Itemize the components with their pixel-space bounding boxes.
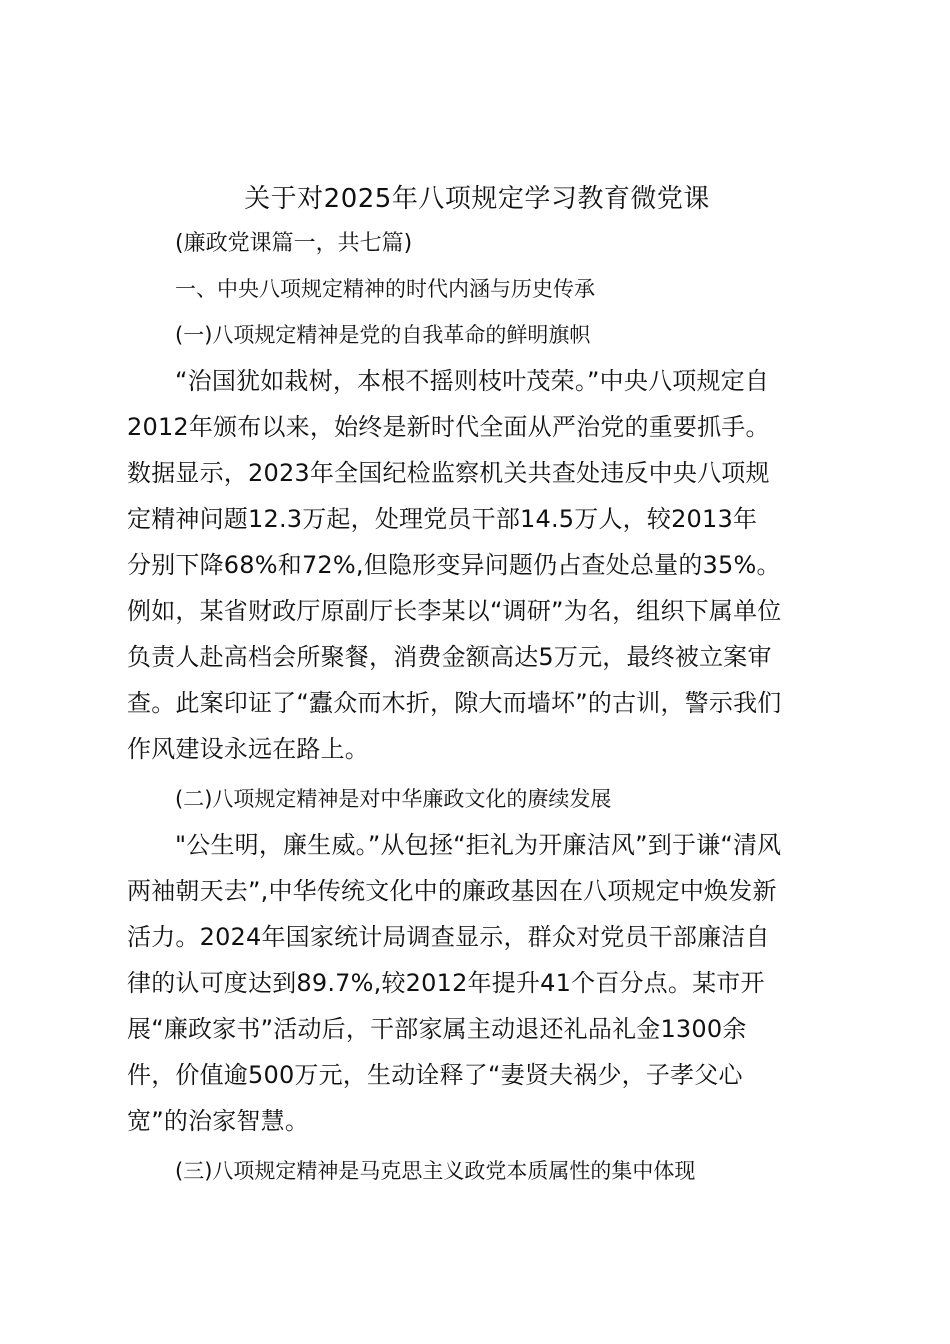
paragraph-line: 分别下降68%和72%,但隐形变异问题仍占查处总量的35%。 [127, 551, 781, 579]
paragraph-line: 件，价值逾500万元，生动诠释了“妻贤夫祸少，子孝父心 [127, 1061, 743, 1089]
subsection-heading-3: (三)八项规定精神是马克思主义政党本质属性的集中体现 [175, 1159, 696, 1183]
document-title: 关于对2025年八项规定学习教育微党课 [244, 184, 710, 214]
paragraph-line: 负责人赴高档会所聚餐，消费金额高达5万元，最终被立案审 [127, 643, 772, 671]
document-subtitle: (廉政党课篇一，共七篇) [175, 231, 413, 256]
paragraph-line: 活力。2024年国家统计局调查显示，群众对党员干部廉洁自 [127, 923, 770, 951]
paragraph-line: 两袖朝天去”,中华传统文化中的廉政基因在八项规定中焕发新 [127, 877, 777, 905]
paragraph-line: 展“廉政家书”活动后，干部家属主动退还礼品礼金1300余 [127, 1015, 747, 1043]
paragraph-line: 查。此案印证了“蠹众而木折，隙大而墙坏”的古训，警示我们 [127, 689, 782, 717]
paragraph-line: "公生明，廉生威。”从包拯“拒礼为开廉洁风”到于谦“清风 [175, 831, 782, 859]
section-heading-1: 一、中央八项规定精神的时代内涵与历史传承 [175, 277, 595, 301]
paragraph-line: 2012年颁布以来，始终是新时代全面从严治党的重要抓手。 [127, 413, 770, 441]
paragraph-line: 数据显示，2023年全国纪检监察机关共查处违反中央八项规 [127, 459, 770, 487]
subsection-heading-1: (一)八项规定精神是党的自我革命的鲜明旗帜 [175, 323, 591, 347]
subsection-heading-2: (二)八项规定精神是对中华廉政文化的赓续发展 [175, 787, 612, 811]
paragraph-line: 宽”的治家智慧。 [127, 1107, 310, 1135]
paragraph-line: 例如，某省财政厅原副厅长李某以“调研”为名，组织下属单位 [127, 597, 782, 625]
document-body [127, 176, 827, 1194]
paragraph-2 [127, 822, 827, 1144]
paragraph-line: “治国犹如栽树，本根不摇则枝叶茂荣。”中央八项规定自 [175, 367, 770, 395]
paragraph-line: 定精神问题12.3万起，处理党员干部14.5万人，较2013年 [127, 505, 758, 533]
paragraph-line: 律的认可度达到89.7%,较2012年提升41个百分点。某市开 [127, 969, 765, 997]
paragraph-1 [127, 358, 827, 772]
paragraph-line: 作风建设永远在路上。 [127, 735, 369, 763]
